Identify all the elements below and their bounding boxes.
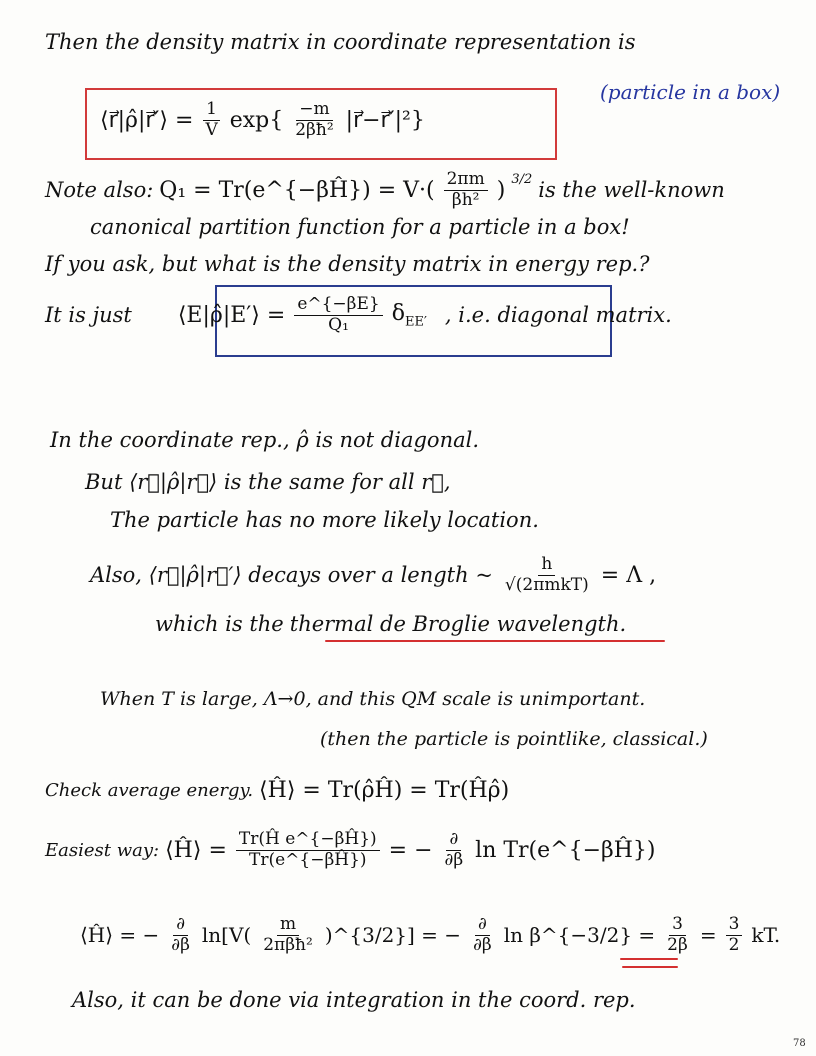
line [110,508,539,532]
numerator: e^{−βE} [294,295,382,316]
decay-length-line [90,555,656,595]
numerator: Tr(Ĥ e^{−βĤ}) [236,830,380,851]
average-energy-line [45,778,509,803]
derivative [442,830,467,870]
denominator: 2β [667,934,688,955]
denominator: ∂β [473,934,492,955]
fraction [444,170,488,210]
equals: = [699,923,717,948]
text: Then the density matrix in coordinate representation is [45,30,636,54]
result: kT. [751,923,781,948]
denominator: 2βħ² [295,119,334,140]
math: ln β^{−3/2} = [503,923,656,948]
margin-note [600,80,780,104]
eq-lhs: ⟨Ĥ⟩ = [165,837,227,863]
denominator: 2πβħ² [263,934,313,955]
math: Q₁ = Tr(e^{−βĤ}) = V·( [159,177,435,203]
text: Also, ⟨r⃗|ρ̂|r⃗′⟩ decays over a length ~ [90,563,493,588]
denominator: Tr(e^{−βĤ}) [248,849,367,870]
line [45,252,649,276]
fraction [236,830,380,870]
math: ln[V( [201,923,252,948]
numerator: ∂ [173,915,188,936]
numerator: 3 [669,915,686,936]
text: The particle has no more likely location. [110,508,539,532]
text: is the well-known [538,178,725,203]
math: ln Tr(e^{−βĤ}) [475,837,656,863]
text: (then the particle is pointlike, classical.) [320,728,708,750]
text: Also, it can be done via integration in the coord. rep. [72,988,636,1012]
power: 3/2 [511,171,533,187]
de-broglie-line [155,612,626,636]
derivative [470,915,495,955]
easiest-way-line [45,830,656,870]
line [100,688,645,710]
label: Easiest way: [45,839,160,861]
numerator: 2πm [444,170,488,191]
denominator: ∂β [171,934,190,955]
math: )^{3/2}] = − [324,923,462,948]
numerator: ∂ [446,830,461,851]
text: But ⟨r⃗|ρ̂|r⃗⟩ is the same for all r⃗, [85,470,451,494]
line [90,215,630,239]
denominator: ∂β [444,849,464,870]
derivative [168,915,193,955]
denominator: V [205,119,218,140]
denominator: Q₁ [328,314,349,335]
label: Note also: [45,178,154,203]
energy-rep-line [45,295,672,335]
text: In the coordinate rep., ρ̂ is not diagonal. [50,428,480,452]
coordinate-density-matrix-equation [100,100,425,140]
text: When T is large, Λ→0, and this QM scale is unimportant. [100,688,646,710]
math: ⟨Ĥ⟩ = Tr(ρ̂Ĥ) = Tr(Ĥρ̂) [259,778,510,803]
line [85,470,451,494]
fraction [294,295,382,335]
eq-lhs: ⟨r⃗|ρ̂|r⃗′⟩ = [100,107,194,133]
numerator: m [277,915,299,936]
equals: = − [388,837,433,863]
numerator: −m [296,100,332,121]
intro-line [45,30,636,54]
fraction [202,100,220,140]
partition-function-line [45,170,725,210]
numerator: h [538,555,555,576]
text: (particle in a box) [600,80,781,104]
denominator: √(2πmkT) [504,574,589,595]
page-number: 78 [793,1038,806,1049]
text: which is the [155,612,284,636]
line [320,728,708,750]
energy-result-line [80,915,780,955]
delta [392,301,427,329]
numerator: 3 [726,915,743,936]
numerator: ∂ [475,915,490,936]
label: It is just [45,303,132,328]
text: , i.e. diagonal matrix. [444,303,672,328]
fraction [292,100,336,140]
line [50,428,479,452]
exp: exp{ [229,107,284,133]
text: If you ask, but what is the density matrix in energy rep.? [45,252,650,276]
label: Check average energy. [45,780,254,801]
paren: ) [496,177,506,203]
numerator: 1 [203,100,220,121]
red-underline [325,640,665,642]
red-underline [620,958,678,960]
underlined-term: thermal de Broglie wavelength. [289,612,627,636]
denominator: βh² [451,189,480,210]
line [72,988,636,1012]
fraction [260,915,316,955]
text: canonical partition function for a particle in a box! [90,215,630,239]
eq-lhs: ⟨E|ρ̂|E′⟩ = [177,302,286,328]
fraction [664,915,691,955]
red-underline [622,966,678,968]
fraction [502,555,592,595]
delta-sub: EE′ [404,314,427,330]
delta-symbol: δ [391,300,405,326]
eq-tail: |r⃗−r⃗′|²} [345,107,425,133]
lambda: = Λ , [600,562,657,588]
eq-lhs: ⟨Ĥ⟩ = − [80,923,160,948]
denominator: 2 [728,934,740,955]
fraction [726,915,743,955]
